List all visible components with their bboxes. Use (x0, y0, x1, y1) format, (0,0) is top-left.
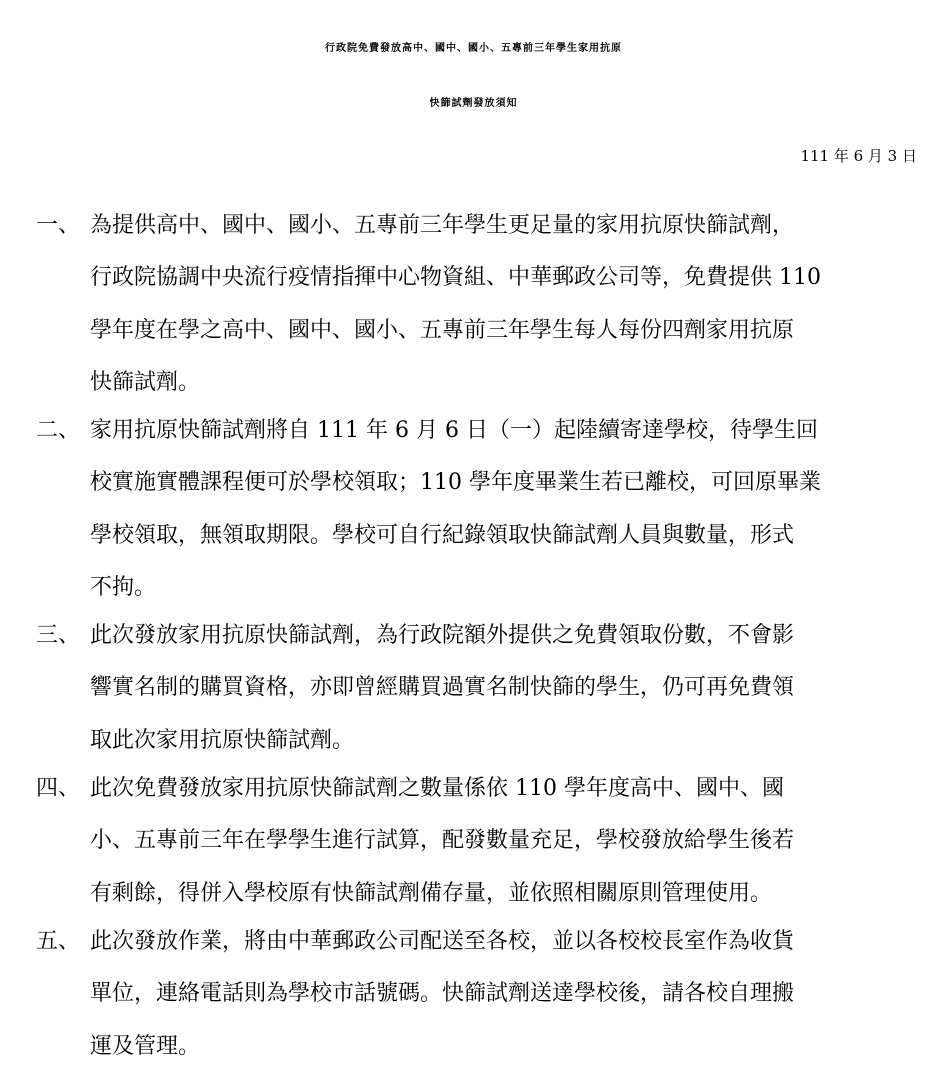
item-line: 此次免費發放家用抗原快篩試劑之數量係依 110 學年度高中、國中、國 (90, 776, 784, 801)
item-line: 行政院協調中央流行疫情指揮中心物資組、中華郵政公司等，免費提供 110 (90, 265, 821, 290)
document-title-line-2: 快篩試劑發放須知 (429, 98, 518, 109)
item-line: 家用抗原快篩試劑將自 111 年 6 月 6 日（一）起陸續寄達學校，待學生回 (90, 418, 818, 443)
item-number: 三、 (36, 623, 81, 648)
item-line: 取此次家用抗原快篩試劑。 (90, 728, 355, 753)
item-line: 為提供高中、國中、國小、五專前三年學生更足量的家用抗原快篩試劑， (90, 213, 795, 238)
item-line: 小、五專前三年在學學生進行試算，配發數量充足，學校發放給學生後若 (90, 828, 795, 853)
item-line: 此次發放作業，將由中華郵政公司配送至各校，並以各校校長室作為收貨 (90, 929, 795, 954)
item-line: 學校領取，無領取期限。學校可自行紀錄領取快篩試劑人員與數量，形式 (90, 523, 795, 548)
document-date: 111 年 6 月 3 日 (800, 147, 917, 165)
item-line: 此次發放家用抗原快篩試劑，為行政院額外提供之免費領取份數，不會影 (90, 623, 795, 648)
item-number: 五、 (36, 929, 81, 954)
item-line: 學年度在學之高中、國中、國小、五專前三年學生每人每份四劑家用抗原 (90, 318, 795, 343)
item-number: 一、 (36, 213, 81, 238)
item-line: 運及管理。 (90, 1034, 201, 1059)
item-number: 二、 (36, 418, 81, 443)
item-line: 快篩試劑。 (90, 370, 201, 395)
item-line: 有剩餘，得併入學校原有快篩試劑備存量，並依照相關原則管理使用。 (90, 881, 773, 906)
item-line: 響實名制的購買資格，亦即曾經購買過實名制快篩的學生，仍可再免費領 (90, 675, 795, 700)
item-line: 單位，連絡電話則為學校市話號碼。快篩試劑送達學校後，請各校自理搬 (90, 981, 795, 1006)
item-line: 不拘。 (90, 575, 157, 600)
item-number: 四、 (36, 776, 81, 801)
document-title-line-1: 行政院免費發放高中、國中、國小、五專前三年學生家用抗原 (325, 43, 622, 54)
item-line: 校實施實體課程便可於學校領取；110 學年度畢業生若已離校，可回原畢業 (90, 470, 821, 495)
